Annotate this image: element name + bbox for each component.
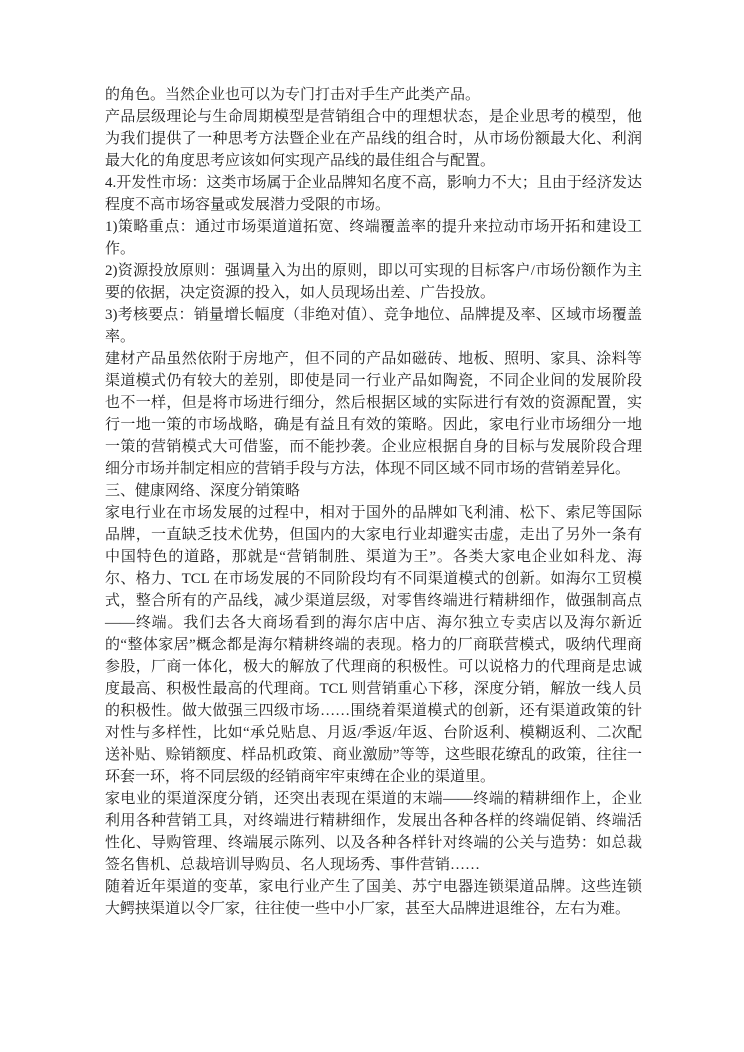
document-text-block (105, 84, 642, 920)
paragraph-item-4-developing-market: 4.开发性市场：这类市场属于企业品牌知名度不高，影响力不大；且由于经济发达程度不高市场容量或发展潜力受限的市场。 (105, 175, 642, 213)
paragraph-resource-principle: 2)资源投放原则：强调量入为出的原则，即以可实现的目标客户/市场份额作为主要的依据，决定资源的投入，如人员现场出差、广告投放。 (105, 263, 642, 301)
paragraph-channel-reform: 随着近年渠道的变革，家电行业产生了国美、苏宁电器连锁渠道品牌。这些连锁大鳄挟渠道以令厂家，往往使一些中小厂家，甚至大品牌进退维谷，左右为难。 (105, 879, 642, 917)
paragraph-strategy-focus: 1)策略重点：通过市场渠道道拓宽、终端覆盖率的提升来拉动市场开拓和建设工作。 (105, 219, 642, 257)
paragraph-building-materials: 建材产品虽然依附于房地产，但不同的产品如磁砖、地板、照明、家具、涂料等渠道模式仍有较大的差别，即使是同一行业产品如陶瓷，不同企业间的发展阶段也不一样，但是将市场进行细分，然后根据区域的实际进行有效的资源配置，实行一地一策的市场战略，确是有益且有效的策略。因此，家电行业市场细分一地一策的营销模式大可借鉴，而不能抄袭。企业应根据自身的目标与发展阶段合理细分市场并制定相应的营销手段与方法，体现不同区域不同市场的营销差异化。 (105, 351, 642, 477)
section-heading-three: 三、健康网络、深度分销策略 (105, 483, 301, 499)
paragraph-assessment-points: 3)考核要点：销量增长幅度（非绝对值）、竞争地位、品牌提及率、区域市场覆盖率。 (105, 307, 642, 345)
paragraph-deep-distribution: 家电业的渠道深度分销，还突出表现在渠道的末端——终端的精耕细作上，企业利用各种营销工具，对终端进行精耕细作，发展出各种各样的终端促销、终端活性化、导购管理、终端展示陈列、以及各种各样针对终端的公关与造势：如总裁签名售机、总裁培训导购员、名人现场秀、事件营销…… (105, 791, 642, 873)
paragraph-appliance-industry: 家电行业在市场发展的过程中，相对于国外的品牌如飞利浦、松下、索尼等国际品牌，一直缺乏技术优势，但国内的大家电行业却避实击虚，走出了另外一条有中国特色的道路，那就是“营销制胜、渠道为王”。各类大家电企业如科龙、海尔、格力、TCL 在市场发展的不同阶段均有不同渠道模式的创新。如海尔工贸模式，整合所有的产品线，减少渠道层级，对零售终端进行精耕细作，做强制高点——终端。我们去各大商场看到的海尔店中店、海尔独立专卖店以及海尔新近的“整体家居”概念都是海尔精耕终端的表现。格力的厂商联营模式，吸纳代理商参股，厂商一体化，极大的解放了代理商的积极性。可以说格力的代理商是忠诚度最高、积极性最高的代理商。TCL 则营销重心下移，深度分销，解放一线人员的积极性。做大做强三四级市场……围绕着渠道模式的创新，还有渠道政策的针对性与多样性，比如“承兑贴息、月返/季返/年返、台阶返利、模糊返利、二次配送补贴、赊销额度、样品机政策、商业激励”等等，这些眼花缭乱的政策，往往一环套一环，将不同层级的经销商牢牢束缚在企业的渠道里。 (105, 505, 642, 785)
paragraph-product-level-theory: 产品层级理论与生命周期模型是营销组合中的理想状态，是企业思考的模型，他为我们提供了一种思考方法暨企业在产品线的组合时，从市场份额最大化、利润最大化的角度思考应该如何实现产品线的最佳组合与配置。 (105, 109, 642, 169)
paragraph-continuation: 的角色。当然企业也可以为专门打击对手生产此类产品。 (105, 87, 481, 103)
